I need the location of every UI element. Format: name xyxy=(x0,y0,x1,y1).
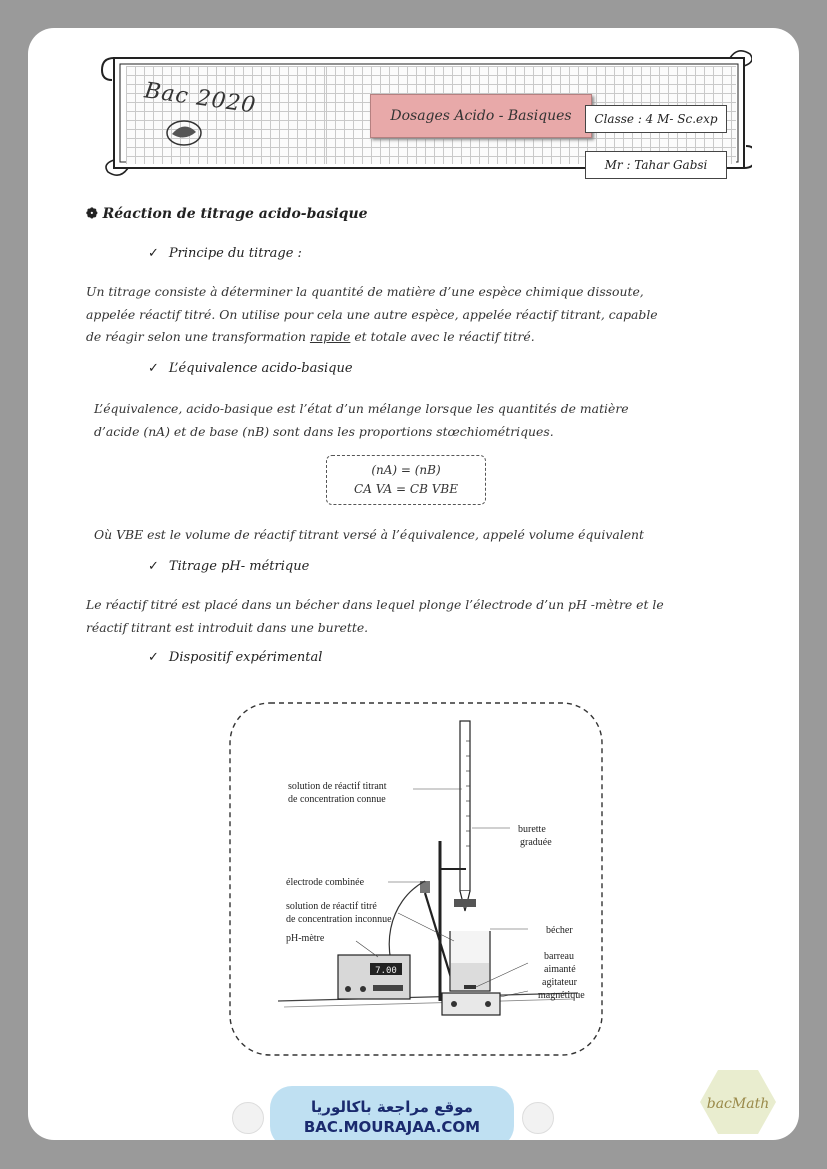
ph-meter xyxy=(338,955,410,999)
svg-text:bacMath: bacMath xyxy=(706,1096,770,1112)
stopcock xyxy=(454,899,476,907)
label-barreau-aimante: aimanté xyxy=(544,964,576,975)
bac-year-stamp: Bac 2020 xyxy=(142,78,258,119)
label-barreau: barreau xyxy=(544,951,574,962)
label-titrant: solution de réactif titrant xyxy=(288,781,387,792)
volume-note: Où VBE est le volume de réactif titrant versé à l’équivalence, appelé volume équivalent xyxy=(94,527,644,542)
subheading-setup: ✓ Dispositif expérimental xyxy=(148,650,323,665)
header-banner xyxy=(100,44,752,180)
site-logo-icon xyxy=(232,1102,264,1134)
label-agitateur-magnetique: magnétique xyxy=(538,990,585,1001)
principle-paragraph: Un titrage consiste à déterminer la quantité de matière d’une espèce chimique dissoute, appelée réactif titré. On utilise pour cela une autre espèce, appelée réactif titrant, capable de réagir selon une transformation rapide et totale avec le réactif titré. xyxy=(86,284,658,344)
equivalence-formula: (nA) = (nB) CA VA = CB VBE xyxy=(326,455,486,505)
equivalence-paragraph: L’équivalence, acido-basique est l’état d’un mélange lorsque les quantités de matière d’acide (nA) et de base (nB) sont dans les proportions stœchiométriques. xyxy=(94,401,629,439)
bacmath-logo xyxy=(698,1068,778,1136)
checkmark-icon: ✓ xyxy=(148,650,159,665)
label-becher: bécher xyxy=(546,925,573,936)
checkmark-icon: ✓ xyxy=(148,246,159,261)
titration-setup-figure xyxy=(228,701,604,1057)
label-electrode: électrode combinée xyxy=(286,877,365,888)
subheading-principle: ✓ Principe du titrage : xyxy=(148,246,302,261)
subheading-equivalence: ✓ L’équivalence acido-basique xyxy=(148,361,353,376)
ph-meter-reading: 7.00 xyxy=(375,966,397,976)
label-titre-concentration: de concentration inconnue xyxy=(286,914,392,925)
site-banner[interactable] xyxy=(270,1086,514,1140)
label-agitateur: agitateur xyxy=(542,977,577,988)
teacher-label: Mr : Tahar Gabsi xyxy=(585,151,727,179)
site-name-arabic: موقع مراجعة باكالوريا xyxy=(311,1098,473,1116)
label-titrant-concentration: de concentration connue xyxy=(288,794,386,805)
label-ph-meter: pH-mètre xyxy=(286,933,325,944)
section-title: ❁ Réaction de titrage acido-basique xyxy=(86,206,368,222)
site-logo-icon xyxy=(522,1102,554,1134)
label-titre: solution de réactif titré xyxy=(286,901,377,912)
site-url-link[interactable]: BAC.MOURAJAA.COM xyxy=(303,1118,481,1136)
stir-bar xyxy=(464,985,476,989)
leaf-emblem-icon xyxy=(164,118,204,148)
document-page xyxy=(28,28,799,1140)
flower-icon: ❁ xyxy=(86,206,98,222)
label-burette: burette xyxy=(518,824,546,835)
checkmark-icon: ✓ xyxy=(148,559,159,574)
magnetic-stirrer xyxy=(442,993,500,1015)
burette xyxy=(460,721,470,891)
checkmark-icon: ✓ xyxy=(148,361,159,376)
class-label: Classe : 4 M- Sc.exp xyxy=(585,105,727,133)
page-title: Dosages Acido - Basiques xyxy=(370,94,592,138)
subheading-ph-titration: ✓ Titrage pH- métrique xyxy=(148,559,310,574)
ph-titration-paragraph: Le réactif titré est placé dans un bécher dans lequel plonge l’électrode d’un pH -mètre et le réactif titrant est introduit dans une burette. xyxy=(86,597,664,635)
label-burette-graduated: graduée xyxy=(520,837,552,848)
